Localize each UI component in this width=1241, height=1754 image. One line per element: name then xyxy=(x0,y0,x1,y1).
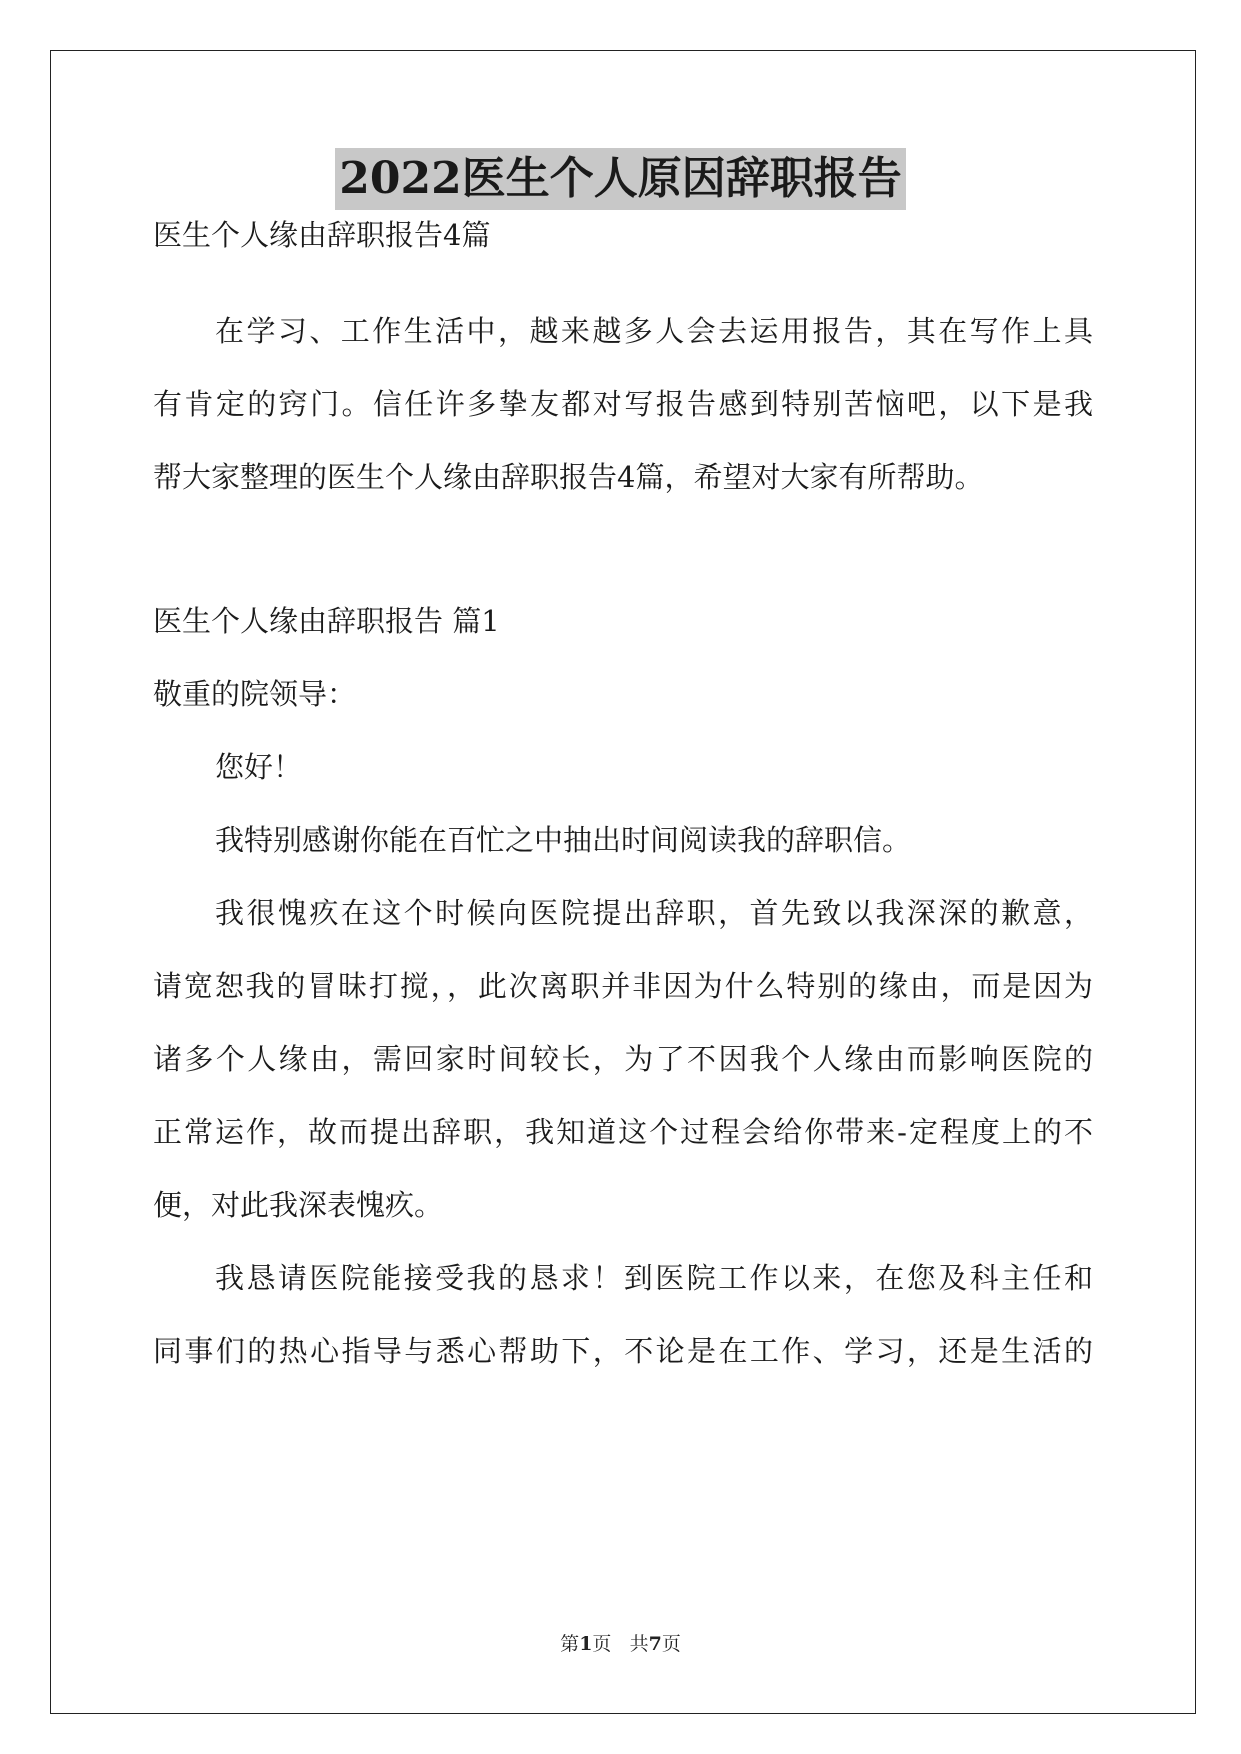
document-subtitle: 医生个人缘由辞职报告4篇 xyxy=(153,218,491,252)
paragraph-2-line-2: 请宽恕我的冒昧打搅，，此次离职并非因为什么特别的缘由，而是因为 xyxy=(153,969,1093,1003)
title-container xyxy=(0,148,1241,210)
footer-total-prefix: 共 xyxy=(629,1633,649,1655)
intro-line-1: 在学习、工作生活中，越来越多人会去运用报告，其在写作上具 xyxy=(215,314,1093,348)
paragraph-2-line-3: 诸多个人缘由，需回家时间较长，为了不因我个人缘由而影响医院的 xyxy=(153,1042,1093,1076)
footer-prefix: 第 xyxy=(560,1633,580,1655)
page-footer xyxy=(0,1631,1241,1657)
paragraph-2-line-4: 正常运作，故而提出辞职，我知道这个过程会给你带来-定程度上的不 xyxy=(153,1115,1093,1149)
intro-line-3: 帮大家整理的医生个人缘由辞职报告4篇，希望对大家有所帮助。 xyxy=(153,460,984,494)
paragraph-2-line-1: 我很愧疚在这个时候向医院提出辞职，首先致以我深深的歉意， xyxy=(215,896,1093,930)
footer-total-unit: 页 xyxy=(661,1633,681,1655)
paragraph-3-line-2: 同事们的热心指导与悉心帮助下，不论是在工作、学习，还是生活的 xyxy=(153,1334,1093,1368)
page-border xyxy=(50,50,1196,1714)
greeting: 您好！ xyxy=(215,750,303,784)
document-title: 2022医生个人原因辞职报告 xyxy=(335,148,905,210)
footer-total-pages: 7 xyxy=(648,1633,662,1655)
footer-page-unit: 页 xyxy=(592,1633,612,1655)
footer-current-page: 1 xyxy=(579,1633,593,1655)
section-heading: 医生个人缘由辞职报告 篇1 xyxy=(153,604,500,638)
paragraph-2-line-5: 便，对此我深表愧疚。 xyxy=(153,1188,444,1222)
paragraph-1: 我特别感谢你能在百忙之中抽出时间阅读我的辞职信。 xyxy=(215,823,912,857)
paragraph-3-line-1: 我恳请医院能接受我的恳求！到医院工作以来，在您及科主任和 xyxy=(215,1261,1093,1295)
salutation: 敬重的院领导： xyxy=(153,677,357,711)
intro-line-2: 有肯定的窍门。信任许多挚友都对写报告感到特别苦恼吧，以下是我 xyxy=(153,387,1093,421)
